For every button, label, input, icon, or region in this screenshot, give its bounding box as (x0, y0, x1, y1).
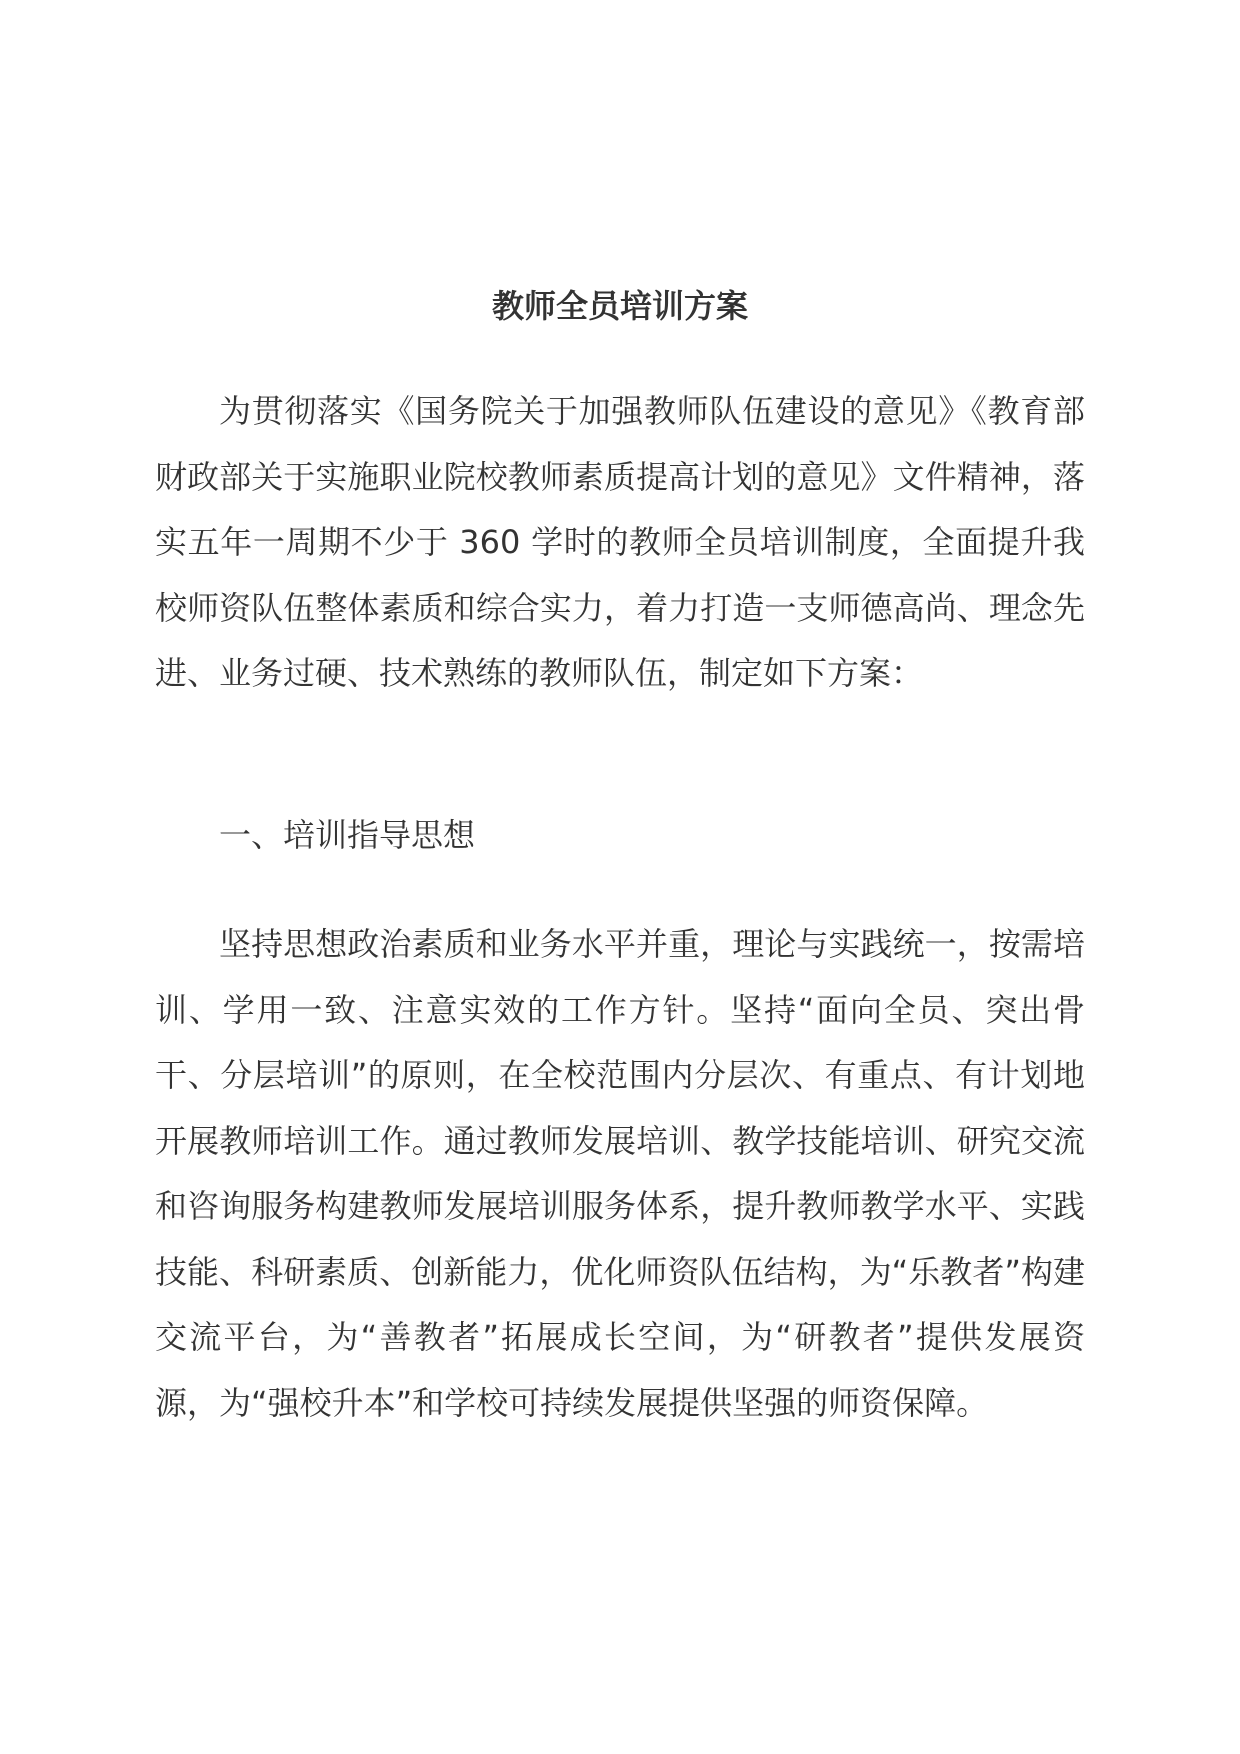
intro-paragraph: 为贯彻落实《国务院关于加强教师队伍建设的意见》《教育部财政部关于实施职业院校教师素质提高计划的意见》文件精神，落实五年一周期不少于 360 学时的教师全员培训制度，全面提升我校师资队伍整体素质和综合实力，着力打造一支师德高尚、理念先进、业务过硬、技术熟练的教师队伍，制定如下方案： (155, 392, 1085, 692)
section-heading-guiding-ideology: 一、培训指导思想 (219, 816, 476, 854)
section-paragraph-guiding-ideology: 坚持思想政治素质和业务水平并重，理论与实践统一，按需培训、学用一致、注意实效的工作方针。坚持“面向全员、突出骨干、分层培训”的原则，在全校范围内分层次、有重点、有计划地开展教师培训工作。通过教师发展培训、教学技能培训、研究交流和咨询服务构建教师发展培训服务体系，提升教师教学水平、实践技能、科研素质、创新能力，优化师资队伍结构，为“乐教者”构建交流平台，为“善教者”拓展成长空间，为“研教者”提供发展资源，为“强校升本”和学校可持续发展提供坚强的师资保障。 (155, 925, 1085, 1422)
document-title: 教师全员培训方案 (491, 287, 748, 325)
